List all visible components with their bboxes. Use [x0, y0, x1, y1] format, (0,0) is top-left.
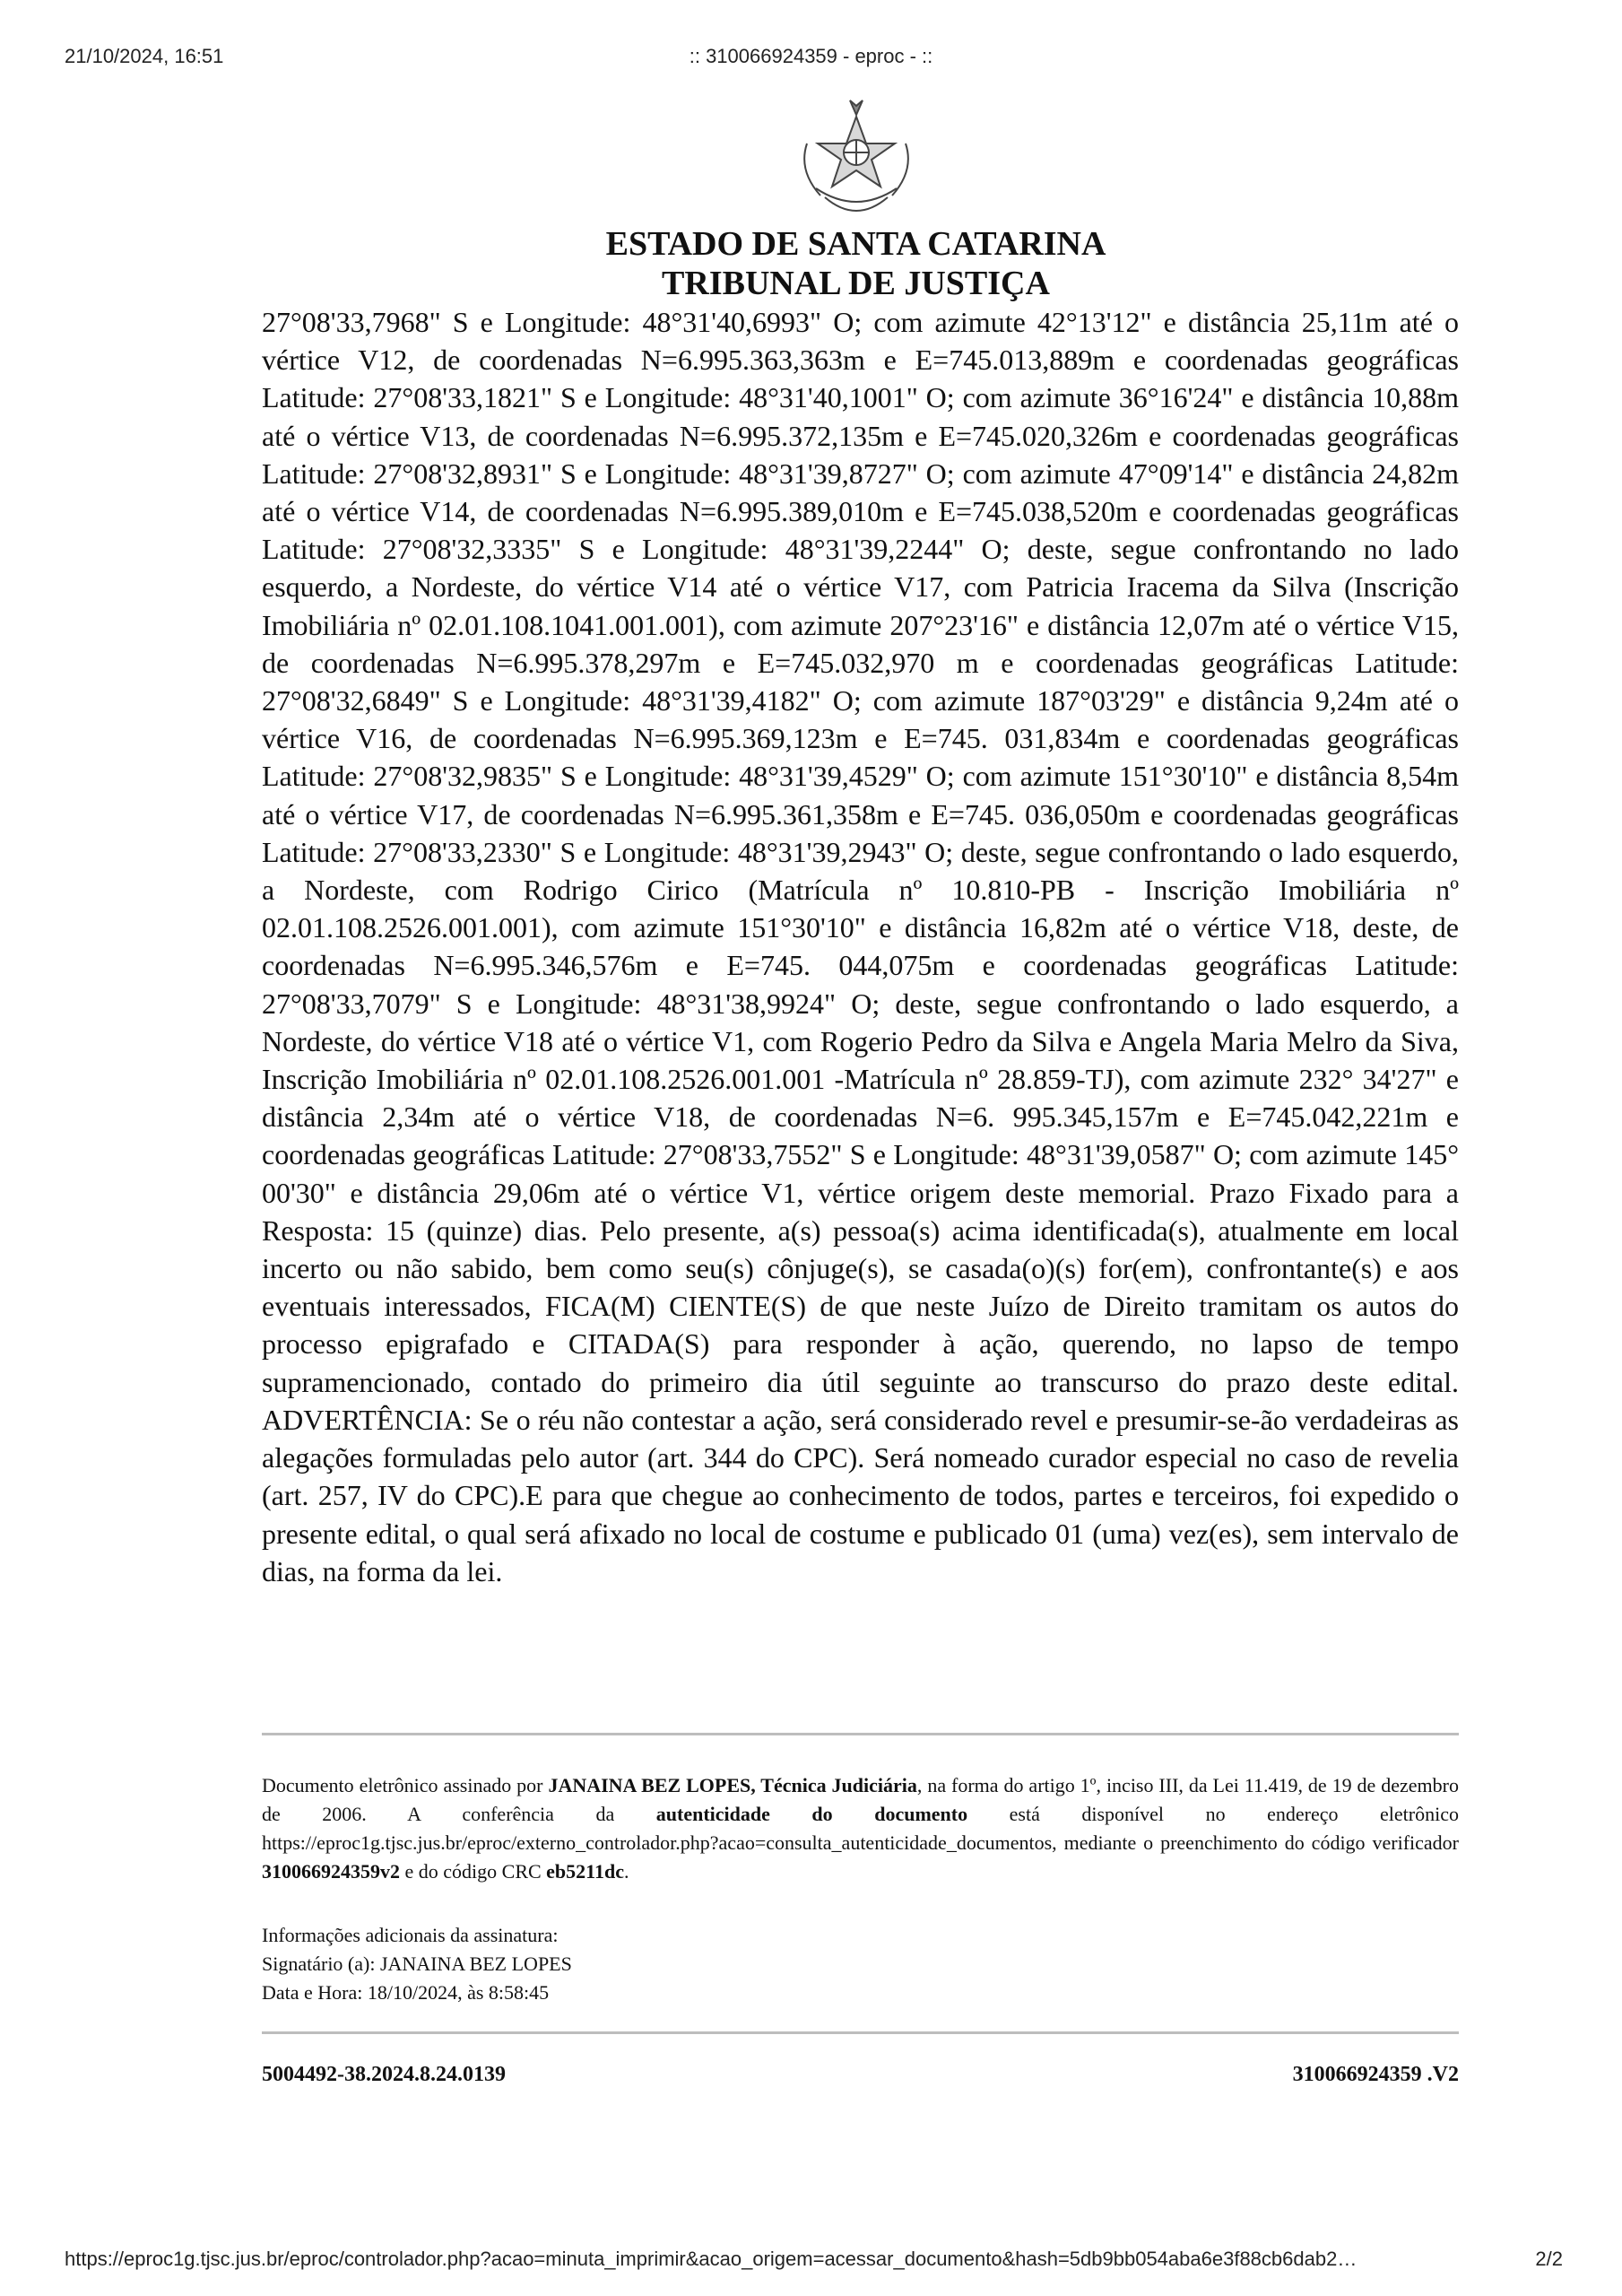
signature-divider-top [262, 1733, 1459, 1735]
court-name: TRIBUNAL DE JUSTIÇA [662, 265, 1050, 302]
print-datetime: 21/10/2024, 16:51 [65, 45, 224, 67]
print-page-title: :: 310066924359 - eproc - :: [689, 45, 933, 67]
signature-datetime: Data e Hora: 18/10/2024, às 8:58:45 [262, 1981, 550, 2004]
authenticity-label: autenticidade do documento [655, 1803, 968, 1825]
state-name: ESTADO DE SANTA CATARINA [605, 225, 1106, 263]
additional-info-title: Informações adicionais da assinatura: [262, 1924, 559, 1946]
coat-of-arms-icon [789, 90, 924, 224]
signature-divider-bottom [262, 2031, 1459, 2034]
document-version: 310066924359 .V2 [1292, 2063, 1459, 2086]
signer-name: JANAINA BEZ LOPES, Técnica Judiciária [548, 1774, 917, 1796]
signatory: Signatário (a): JANAINA BEZ LOPES [262, 1952, 572, 1975]
page-number: 2/2 [1535, 2248, 1563, 2270]
additional-signature-info [262, 1921, 1158, 2007]
document-heading [0, 224, 1622, 303]
crc-code: eb5211dc [546, 1860, 624, 1883]
electronic-signature-notice: Documento eletrônico assinado por JANAINA BEZ LOPES, Técnica Judiciária, na forma do artigo 1º, inciso III, da Lei 11.419, de 19 de dezembro de 2006. A conferência da autenticidade do documento está disponível no endereço eletrônico https://eproc1g.tjsc.jus.br/eproc/externo_controlador.php?acao=consulta_autenticidade_documentos, mediante o preenchimento do código verificador 310066924359v2 e do código CRC eb5211dc. [262, 1774, 1459, 1883]
print-footer [0, 2248, 1622, 2274]
edital-body-text: 27°08'33,7968" S e Longitude: 48°31'40,6993" O; com azimute 42°13'12" e distância 25,11m até o vértice V12, de coordenadas N=6.995.363,363m e E=745.013,889m e coordenadas geográficas Latitude: 27°08'33,1821" S e Longitude: 48°31'40,1001" O; com azimute 36°16'24" e distância 10,88m até o vértice V13, de coordenadas N=6.995.372,135m e E=745.020,326m e coordenadas geográficas Latitude: 27°08'32,8931" S e Longitude: 48°31'39,8727" O; com azimute 47°09'14" e distância 24,82m até o vértice V14, de coordenadas N=6.995.389,010m e E=745.038,520m e coordenadas geográficas Latitude: 27°08'32,3335" S e Longitude: 48°31'39,2244" O; deste, segue confrontando no lado esquerdo, a Nordeste, do vértice V14 até o vértice V17, com Patricia Iracema da Silva (Inscrição Imobiliária nº 02.01.108.1041.001.001), com azimute 207°23'16" e distância 12,07m até o vértice V15, de coordenadas N=6.995.378,297m e E=745.032,970 m e coordenadas geográficas Latitude: 27°08'32,6849" S e Longitude: 48°31'39,4182" O; com azimute 187°03'29" e distância 9,24m até o vértice V16, de coordenadas N=6.995.369,123m e E=745. 031,834m e coordenadas geográficas Latitude: 27°08'32,9835" S e Longitude: 48°31'39,4529" O; com azimute 151°30'10" e distância 8,54m até o vértice V17, de coordenadas N=6.995.361,358m e E=745. 036,050m e coordenadas geográficas Latitude: 27°08'33,2330" S e Longitude: 48°31'39,2943" O; deste, segue confrontando o lado esquerdo, a Nordeste, com Rodrigo Cirico (Matrícula nº 10.810-PB - Inscrição Imobiliária nº 02.01.108.2526.001.001), com azimute 151°30'10" e distância 16,82m até o vértice V18, deste, de coordenadas N=6.995.346,576m e E=745. 044,075m e coordenadas geográficas Latitude: 27°08'33,7079" S e Longitude: 48°31'38,9924" O; deste, segue confrontando o lado esquerdo, a Nordeste, do vértice V18 até o vértice V1, com Rogerio Pedro da Silva e Angela Maria Melro da Siva, Inscrição Imobiliária nº 02.01.108.2526.001.001 -Matrícula nº 28.859-TJ), com azimute 232° 34'27" e distância 2,34m até o vértice V18, de coordenadas N=6. 995.345,157m e E=745.042,221m e coordenadas geográficas Latitude: 27°08'33,7552" S e Longitude: 48°31'39,0587" O; com azimute 145° 00'30" e distância 29,06m até o vértice V1, vértice origem deste memorial. Prazo Fixado para a Resposta: 15 (quinze) dias. Pelo presente, a(s) pessoa(s) acima identificada(s), atualmente em local incerto ou não sabido, bem como seu(s) cônjuge(s), se casada(o)(s) for(em), confrontante(s) e aos eventuais interessados, FICA(M) CIENTE(S) de que neste Juízo de Direito tramitam os autos do processo epigrafado e CITADA(S) para responder à ação, querendo, no lapso de tempo supramencionado, contado do primeiro dia útil seguinte ao transcurso do prazo deste edital. ADVERTÊNCIA: Se o réu não contestar a ação, será considerado revel e presumir-se-ão verdadeiras as alegações formuladas pelo autor (art. 344 do CPC). Será nomeado curador especial no caso de revelia (art. 257, IV do CPC).E para que chegue ao conhecimento de todos, partes e terceiros, foi expedido o presente edital, o qual será afixado no local de costume e publicado 01 (uma) vez(es), sem intervalo de dias, na forma da lei. [262, 306, 1459, 1587]
process-number: 5004492-38.2024.8.24.0139 [262, 2063, 506, 2086]
verifier-code: 310066924359v2 [262, 1860, 400, 1883]
print-url: https://eproc1g.tjsc.jus.br/eproc/controlador.php?acao=minuta_imprimir&acao_origem=acessar_documento&hash=5db9bb054aba6e3f88cb6dab2… [65, 2248, 1357, 2270]
print-header [0, 45, 1622, 72]
